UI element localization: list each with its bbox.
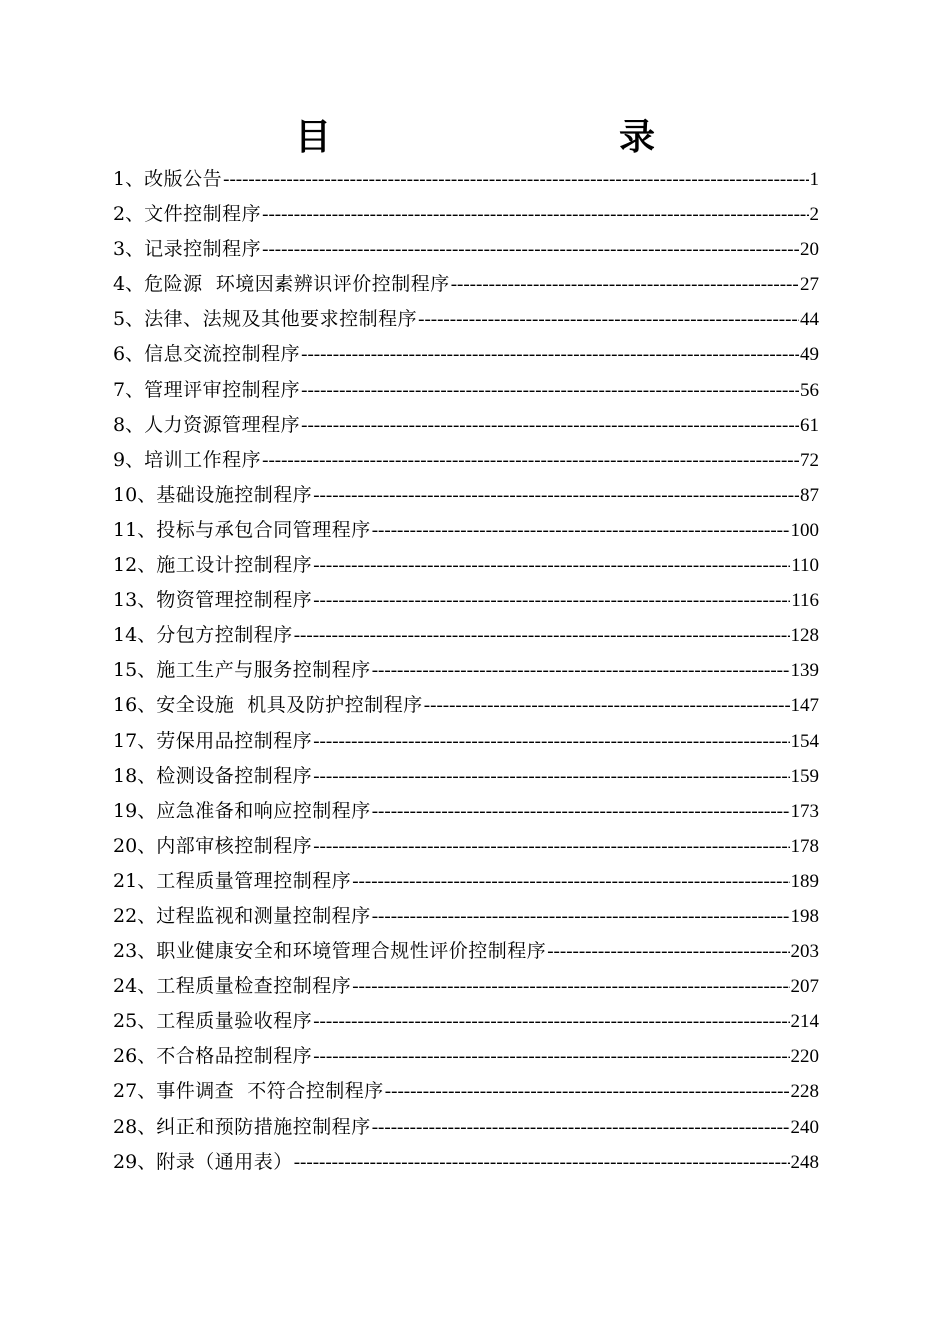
toc-entry-number: 14 bbox=[113, 624, 138, 647]
toc-dot-leader bbox=[262, 197, 808, 232]
toc-entry[interactable] bbox=[113, 162, 819, 197]
toc-entry-title: 法律、法规及其他要求控制程序 bbox=[144, 308, 418, 331]
toc-entry-title: 文件控制程序 bbox=[144, 203, 262, 226]
toc-entry-page-number: 228 bbox=[790, 1081, 819, 1103]
page-title: 目 录 bbox=[294, 116, 727, 158]
toc-entry-number: 10 bbox=[113, 483, 138, 506]
toc-entry-title: 附录（通用表） bbox=[156, 1150, 293, 1173]
toc-entry-title: 工程质量检查控制程序 bbox=[156, 975, 352, 998]
toc-entry-separator: 、 bbox=[137, 483, 157, 506]
toc-dot-leader bbox=[372, 1110, 790, 1145]
toc-entry[interactable] bbox=[113, 197, 819, 232]
toc-entry[interactable] bbox=[113, 688, 819, 723]
toc-entry[interactable] bbox=[113, 583, 819, 618]
toc-dot-leader bbox=[352, 864, 789, 899]
toc-entry-separator: 、 bbox=[137, 869, 157, 892]
toc-entry-page-number: 128 bbox=[790, 625, 819, 647]
toc-entry[interactable] bbox=[113, 443, 819, 478]
toc-entry-number: 15 bbox=[113, 659, 138, 682]
toc-entry[interactable] bbox=[113, 899, 819, 934]
toc-entry-separator: 、 bbox=[137, 940, 157, 963]
toc-dot-leader bbox=[313, 759, 789, 794]
toc-entry-title: 检测设备控制程序 bbox=[156, 764, 313, 787]
toc-entry[interactable] bbox=[113, 1145, 819, 1180]
toc-entry-title: 施工生产与服务控制程序 bbox=[156, 659, 371, 682]
toc-entry[interactable] bbox=[113, 478, 819, 513]
toc-entry[interactable] bbox=[113, 653, 819, 688]
toc-dot-leader bbox=[352, 969, 789, 1004]
toc-entry-separator: 、 bbox=[125, 168, 145, 190]
toc-entry-number: 19 bbox=[113, 799, 138, 822]
toc-entry-title: 培训工作程序 bbox=[144, 448, 262, 471]
toc-entry-page-number: 87 bbox=[800, 484, 819, 506]
toc-entry[interactable] bbox=[113, 232, 819, 267]
toc-entry-number: 9 bbox=[113, 448, 126, 471]
toc-dot-leader bbox=[313, 1039, 789, 1074]
toc-entry-page-number: 147 bbox=[790, 695, 819, 717]
toc-entry-separator: 、 bbox=[125, 238, 145, 261]
toc-entry-separator: 、 bbox=[137, 729, 157, 752]
toc-entry-page-number: 214 bbox=[790, 1011, 819, 1033]
toc-dot-leader bbox=[372, 794, 790, 829]
toc-entry-page-number: 2 bbox=[809, 204, 819, 226]
toc-entry-title: 管理评审控制程序 bbox=[144, 378, 301, 401]
toc-entry-separator: 、 bbox=[137, 694, 157, 717]
toc-entry[interactable] bbox=[113, 934, 819, 969]
toc-entry-number: 8 bbox=[113, 413, 126, 436]
toc-entry[interactable] bbox=[113, 864, 819, 899]
toc-entry[interactable] bbox=[113, 373, 819, 408]
toc-dot-leader bbox=[451, 267, 799, 302]
toc-entry[interactable] bbox=[113, 1039, 819, 1074]
toc-dot-leader bbox=[372, 653, 790, 688]
toc-entry-title: 人力资源管理程序 bbox=[144, 413, 301, 436]
toc-entry-separator: 、 bbox=[137, 764, 157, 787]
toc-dot-leader bbox=[223, 162, 808, 197]
toc-entry-title: 纠正和预防措施控制程序 bbox=[156, 1115, 371, 1138]
toc-entry-number: 28 bbox=[113, 1115, 138, 1138]
toc-dot-leader bbox=[547, 934, 789, 969]
toc-entry[interactable] bbox=[113, 408, 819, 443]
toc-entry-number: 27 bbox=[113, 1080, 138, 1103]
toc-entry-page-number: 207 bbox=[790, 976, 819, 998]
toc-entry[interactable] bbox=[113, 759, 819, 794]
toc-dot-leader bbox=[294, 1145, 790, 1180]
toc-entry-number: 18 bbox=[113, 764, 138, 787]
toc-dot-leader bbox=[313, 478, 799, 513]
toc-entry-title: 过程监视和测量控制程序 bbox=[156, 904, 371, 927]
toc-entry-title: 工程质量管理控制程序 bbox=[156, 869, 352, 892]
toc-entry-page-number: 220 bbox=[790, 1046, 819, 1068]
toc-dot-leader bbox=[418, 302, 799, 337]
toc-entry-page-number: 100 bbox=[790, 519, 819, 541]
toc-entry-title: 职业健康安全和环境管理合规性评价控制程序 bbox=[156, 940, 547, 963]
toc-entry-number: 25 bbox=[113, 1010, 138, 1033]
toc-entry-page-number: 56 bbox=[800, 379, 819, 401]
toc-entry[interactable] bbox=[113, 969, 819, 1004]
toc-entry-page-number: 139 bbox=[790, 660, 819, 682]
toc-entry-title: 事件调查 不符合控制程序 bbox=[156, 1080, 384, 1103]
toc-dot-leader bbox=[313, 724, 789, 759]
toc-entry-number: 16 bbox=[113, 694, 138, 717]
toc-entry-separator: 、 bbox=[137, 904, 157, 927]
toc-entry-page-number: 203 bbox=[790, 941, 819, 963]
toc-entry-separator: 、 bbox=[137, 799, 157, 822]
toc-entry-separator: 、 bbox=[137, 518, 157, 541]
toc-entry-page-number: 178 bbox=[790, 835, 819, 857]
toc-entry-separator: 、 bbox=[137, 554, 157, 577]
toc-entry[interactable] bbox=[113, 513, 819, 548]
toc-entry-separator: 、 bbox=[137, 1080, 157, 1103]
toc-dot-leader bbox=[294, 618, 790, 653]
toc-entry-title: 不合格品控制程序 bbox=[156, 1045, 313, 1068]
toc-dot-leader bbox=[424, 688, 790, 723]
toc-entry-number: 1 bbox=[113, 168, 126, 190]
toc-entry-number: 17 bbox=[113, 729, 138, 752]
toc-dot-leader bbox=[313, 583, 790, 618]
toc-entry-page-number: 72 bbox=[800, 449, 819, 471]
toc-dot-leader bbox=[385, 1074, 790, 1109]
toc-entry-separator: 、 bbox=[137, 624, 157, 647]
toc-entry-number: 5 bbox=[113, 308, 126, 331]
toc-dot-leader bbox=[262, 232, 799, 267]
toc-entry[interactable] bbox=[113, 829, 819, 864]
toc-entry-title: 投标与承包合同管理程序 bbox=[156, 518, 371, 541]
toc-entry-title: 基础设施控制程序 bbox=[156, 483, 313, 506]
toc-entry-title: 物资管理控制程序 bbox=[156, 589, 313, 612]
toc-entry-number: 6 bbox=[113, 343, 126, 366]
toc-entry-page-number: 27 bbox=[800, 274, 819, 296]
toc-entry[interactable] bbox=[113, 1074, 819, 1109]
toc-entry-page-number: 49 bbox=[800, 344, 819, 366]
toc-entry-separator: 、 bbox=[125, 273, 145, 296]
toc-entry-separator: 、 bbox=[137, 1115, 157, 1138]
toc-entry-title: 内部审核控制程序 bbox=[156, 834, 313, 857]
toc-entry-separator: 、 bbox=[137, 1150, 157, 1173]
toc-entry-page-number: 198 bbox=[790, 905, 819, 927]
toc-entry-page-number: 44 bbox=[800, 309, 819, 331]
toc-entry[interactable] bbox=[113, 794, 819, 829]
toc-entry-page-number: 1 bbox=[809, 169, 819, 190]
toc-dot-leader bbox=[372, 513, 790, 548]
toc-entry-page-number: 173 bbox=[790, 800, 819, 822]
toc-entry-title: 安全设施 机具及防护控制程序 bbox=[156, 694, 423, 717]
toc-entry-number: 12 bbox=[113, 554, 138, 577]
toc-entry-page-number: 248 bbox=[790, 1151, 819, 1173]
toc-entry-separator: 、 bbox=[125, 378, 145, 401]
toc-entry-page-number: 240 bbox=[790, 1116, 819, 1138]
toc-entry-page-number: 20 bbox=[800, 239, 819, 261]
toc-entry-number: 22 bbox=[113, 904, 138, 927]
toc-dot-leader bbox=[262, 443, 799, 478]
toc-dot-leader bbox=[301, 408, 799, 443]
toc-entry-page-number: 154 bbox=[790, 730, 819, 752]
toc-dot-leader bbox=[301, 337, 799, 372]
toc-entry-separator: 、 bbox=[125, 308, 145, 331]
toc-entry-separator: 、 bbox=[137, 834, 157, 857]
toc-entry[interactable] bbox=[113, 724, 819, 759]
toc-entry-title: 信息交流控制程序 bbox=[144, 343, 301, 366]
toc-entry-separator: 、 bbox=[125, 448, 145, 471]
toc-entry-separator: 、 bbox=[137, 1045, 157, 1068]
toc-entry-separator: 、 bbox=[125, 413, 145, 436]
toc-dot-leader bbox=[313, 829, 789, 864]
toc-entry-separator: 、 bbox=[137, 1010, 157, 1033]
toc-entry[interactable] bbox=[113, 1110, 819, 1145]
toc-dot-leader bbox=[301, 373, 799, 408]
toc-entry[interactable] bbox=[113, 548, 819, 583]
toc-entry-title: 记录控制程序 bbox=[144, 238, 262, 261]
toc-entry-page-number: 61 bbox=[800, 414, 819, 436]
toc-entry-title: 分包方控制程序 bbox=[156, 624, 293, 647]
toc-dot-leader bbox=[313, 1004, 789, 1039]
toc-entry[interactable] bbox=[113, 302, 819, 337]
toc-entry-page-number: 110 bbox=[791, 555, 819, 577]
toc-entry-number: 29 bbox=[113, 1150, 138, 1173]
toc-entry-page-number: 159 bbox=[790, 765, 819, 787]
toc-entry-number: 13 bbox=[113, 589, 138, 612]
toc-entry-number: 20 bbox=[113, 834, 138, 857]
toc-entry-page-number: 189 bbox=[790, 870, 819, 892]
toc-entry-separator: 、 bbox=[137, 659, 157, 682]
toc-entry-number: 2 bbox=[113, 203, 126, 226]
toc-entry-number: 4 bbox=[113, 273, 126, 296]
toc-entry-number: 3 bbox=[113, 238, 126, 261]
toc-entry[interactable] bbox=[113, 618, 819, 653]
toc-entry-number: 24 bbox=[113, 975, 138, 998]
toc-entry-number: 21 bbox=[113, 869, 138, 892]
toc-entry[interactable] bbox=[113, 337, 819, 372]
toc-dot-leader bbox=[313, 548, 790, 583]
toc-dot-leader bbox=[372, 899, 790, 934]
toc-entry-title: 危险源 环境因素辨识评价控制程序 bbox=[144, 273, 450, 296]
toc-entry-title: 改版公告 bbox=[144, 168, 223, 190]
table-of-contents bbox=[113, 162, 819, 1180]
toc-entry-separator: 、 bbox=[125, 203, 145, 226]
toc-entry-separator: 、 bbox=[137, 589, 157, 612]
toc-entry-number: 26 bbox=[113, 1045, 138, 1068]
toc-entry-page-number: 116 bbox=[791, 590, 819, 612]
toc-entry-title: 施工设计控制程序 bbox=[156, 554, 313, 577]
toc-entry-title: 劳保用品控制程序 bbox=[156, 729, 313, 752]
toc-entry[interactable] bbox=[113, 1004, 819, 1039]
toc-entry-number: 7 bbox=[113, 378, 126, 401]
toc-entry-separator: 、 bbox=[137, 975, 157, 998]
toc-entry-separator: 、 bbox=[125, 343, 145, 366]
toc-entry[interactable] bbox=[113, 267, 819, 302]
toc-entry-number: 11 bbox=[113, 518, 138, 541]
toc-entry-number: 23 bbox=[113, 940, 138, 963]
toc-entry-title: 应急准备和响应控制程序 bbox=[156, 799, 371, 822]
toc-entry-title: 工程质量验收程序 bbox=[156, 1010, 313, 1033]
